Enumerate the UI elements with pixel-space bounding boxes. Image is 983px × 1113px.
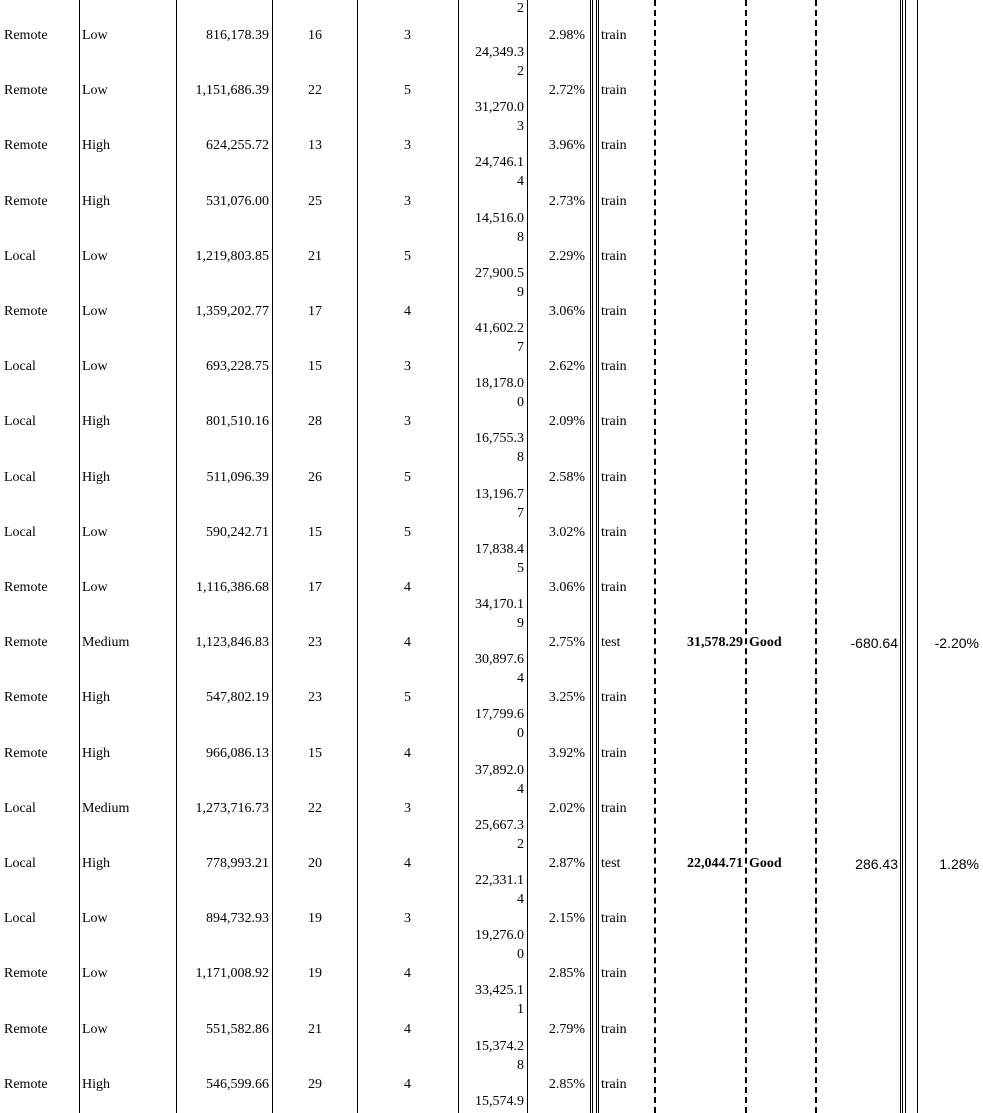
table-cell-count: 20	[308, 856, 322, 871]
table-cell-split: train	[601, 138, 627, 153]
table-cell-value-wrap: 2	[517, 837, 524, 852]
table-cell-priority: High	[82, 138, 110, 153]
table-cell-amount: 551,582.86	[206, 1022, 269, 1037]
table-cell-rating: 5	[404, 83, 411, 98]
column-divider	[654, 0, 656, 1113]
table-cell-priority: Low	[82, 966, 108, 981]
table-cell-value: 13,196.7	[475, 487, 524, 502]
table-cell-split: train	[601, 83, 627, 98]
table-cell-rating: 5	[404, 249, 411, 264]
table-cell-location: Local	[4, 525, 36, 540]
table-cell-amount: 590,242.71	[206, 525, 269, 540]
table-cell-location: Remote	[4, 746, 48, 761]
table-cell-amount: 894,732.93	[206, 911, 269, 926]
table-cell-count: 21	[308, 1022, 322, 1037]
table-cell-rate: 2.02%	[548, 801, 585, 816]
table-cell-rating: 4	[404, 1077, 411, 1092]
table-cell-rating: 5	[404, 690, 411, 705]
table-cell-value: 37,892.0	[475, 763, 524, 778]
table-cell-value: 24,349.3	[475, 45, 524, 60]
table-cell-rate: 2.73%	[548, 194, 585, 209]
table-cell-count: 22	[308, 801, 322, 816]
column-divider	[590, 0, 593, 1113]
table-cell-value-wrap: 7	[517, 506, 524, 521]
table-cell-amount: 546,599.66	[206, 1077, 269, 1092]
table-cell-priority: Low	[82, 1022, 108, 1037]
table-cell-value-wrap: 7	[517, 340, 524, 355]
table-cell-diff: 286.43	[855, 856, 898, 872]
table-cell-count: 21	[308, 249, 322, 264]
table-cell-split: train	[601, 801, 627, 816]
table-cell-amount: 778,993.21	[206, 856, 269, 871]
table-cell-split: train	[601, 470, 627, 485]
table-cell-value-wrap: 4	[517, 174, 524, 189]
table-cell-priority: Low	[82, 83, 108, 98]
table-cell-rate: 3.06%	[548, 580, 585, 595]
table-cell-rating: 4	[404, 635, 411, 650]
column-divider	[527, 0, 528, 1113]
table-cell-value: 25,667.3	[475, 818, 524, 833]
table-cell-value: 30,897.6	[475, 652, 524, 667]
table-cell-amount: 693,228.75	[206, 359, 269, 374]
table-cell-rate: 3.96%	[548, 138, 585, 153]
table-cell-value-wrap: 0	[517, 395, 524, 410]
column-divider	[79, 0, 80, 1113]
table-cell-rating: 3	[404, 801, 411, 816]
table-cell-location: Remote	[4, 580, 48, 595]
table-cell-value: 16,755.3	[475, 431, 524, 446]
table-cell-split: train	[601, 746, 627, 761]
table-cell-split: test	[601, 856, 621, 871]
table-cell-count: 15	[308, 525, 322, 540]
table-cell-amount: 547,802.19	[206, 690, 269, 705]
table-cell-rating: 5	[404, 525, 411, 540]
table-cell-split: train	[601, 414, 627, 429]
table-cell-value-wrap: 2	[517, 64, 524, 79]
table-cell-priority: Low	[82, 249, 108, 264]
table-cell-location: Remote	[4, 1077, 48, 1092]
table-cell-value-wrap: 5	[517, 561, 524, 576]
table-cell-split: train	[601, 28, 627, 43]
table-cell-rating: 3	[404, 359, 411, 374]
table-cell-split: train	[601, 966, 627, 981]
table-cell-value-wrap: 3	[517, 119, 524, 134]
table-cell-value: 41,602.2	[475, 321, 524, 336]
table-cell-rating: 4	[404, 1022, 411, 1037]
table-cell-location: Remote	[4, 28, 48, 43]
table-cell-location: Local	[4, 801, 36, 816]
table-cell-value-wrap: 4	[517, 892, 524, 907]
table-cell-split: test	[601, 635, 621, 650]
table-cell-count: 17	[308, 304, 322, 319]
table-cell-value-wrap: 8	[517, 230, 524, 245]
column-divider	[917, 0, 918, 1113]
table-cell-diff-pct: 1.28%	[939, 856, 979, 872]
column-divider	[900, 0, 903, 1113]
table-cell-value: 27,900.5	[475, 266, 524, 281]
table-cell-priority: Medium	[82, 801, 130, 816]
table-cell-location: Remote	[4, 83, 48, 98]
table-cell-rating: 3	[404, 911, 411, 926]
table-cell-grade: Good	[749, 856, 782, 871]
table-cell-location: Local	[4, 911, 36, 926]
table-cell-priority: High	[82, 1077, 110, 1092]
table-cell-amount: 531,076.00	[206, 194, 269, 209]
column-divider	[272, 0, 273, 1113]
table-cell-count: 22	[308, 83, 322, 98]
wrapped-value-fragment: 2	[517, 1, 524, 16]
table-cell-rating: 3	[404, 138, 411, 153]
table-cell-split: train	[601, 194, 627, 209]
table-cell-amount: 1,151,686.39	[195, 83, 269, 98]
table-cell-priority: Low	[82, 28, 108, 43]
table-cell-amount: 1,116,386.68	[196, 580, 269, 595]
table-cell-rate: 3.92%	[548, 746, 585, 761]
table-cell-priority: High	[82, 194, 110, 209]
table-cell-rate: 2.58%	[548, 470, 585, 485]
table-cell-amount: 966,086.13	[206, 746, 269, 761]
table-cell-rate: 3.02%	[548, 525, 585, 540]
table-cell-value-wrap: 9	[517, 285, 524, 300]
table-cell-split: train	[601, 304, 627, 319]
table-cell-rating: 4	[404, 966, 411, 981]
table-cell-priority: Low	[82, 911, 108, 926]
table-cell-amount: 511,096.39	[206, 470, 269, 485]
table-cell-value: 22,331.1	[475, 873, 524, 888]
table-cell-diff: -680.64	[850, 635, 898, 651]
table-cell-amount: 624,255.72	[206, 138, 269, 153]
column-divider	[905, 0, 906, 1113]
table-cell-count: 15	[308, 359, 322, 374]
table-cell-priority: Low	[82, 580, 108, 595]
table-cell-priority: High	[82, 414, 110, 429]
table-cell-priority: High	[82, 470, 110, 485]
table-cell-count: 19	[308, 966, 322, 981]
table-cell-rate: 2.98%	[548, 28, 585, 43]
table-cell-value: 15,374.2	[475, 1039, 524, 1054]
table-cell-amount: 816,178.39	[206, 28, 269, 43]
table-cell-location: Remote	[4, 690, 48, 705]
table-cell-location: Local	[4, 359, 36, 374]
table-cell-value: 34,170.1	[475, 597, 524, 612]
table-cell-value: 24,746.1	[475, 155, 524, 170]
table-cell-amount: 1,171,008.92	[195, 966, 269, 981]
table-cell-location: Remote	[4, 304, 48, 319]
table-cell-location: Remote	[4, 635, 48, 650]
table-cell-grade: Good	[749, 635, 782, 650]
table-cell-count: 28	[308, 414, 322, 429]
table-cell-count: 13	[308, 138, 322, 153]
table-cell-priority: Low	[82, 525, 108, 540]
table-cell-location: Remote	[4, 194, 48, 209]
table-cell-split: train	[601, 249, 627, 264]
table-cell-split: train	[601, 911, 627, 926]
table-cell-rating: 4	[404, 580, 411, 595]
column-divider	[815, 0, 817, 1113]
table-cell-rate: 2.09%	[548, 414, 585, 429]
table-cell-rate: 2.75%	[548, 635, 585, 650]
table-cell-rate: 2.15%	[548, 911, 585, 926]
table-cell-split: train	[601, 580, 627, 595]
table-cell-location: Local	[4, 856, 36, 871]
table-cell-location: Remote	[4, 138, 48, 153]
table-cell-rate: 3.25%	[548, 690, 585, 705]
table-cell-count: 25	[308, 194, 322, 209]
table-cell-count: 29	[308, 1077, 322, 1092]
table-cell-diff-pct: -2.20%	[934, 635, 979, 651]
table-cell-amount: 801,510.16	[206, 414, 269, 429]
table-cell-priority: High	[82, 856, 110, 871]
table-cell-value-wrap: 0	[517, 947, 524, 962]
table-cell-prediction: 31,578.29	[687, 635, 743, 650]
table-cell-value: 17,838.4	[475, 542, 524, 557]
table-cell-rate: 2.85%	[548, 1077, 585, 1092]
table-cell-rating: 3	[404, 414, 411, 429]
table-cell-priority: High	[82, 746, 110, 761]
table-cell-count: 23	[308, 635, 322, 650]
column-divider	[596, 0, 599, 1113]
table-cell-amount: 1,219,803.85	[195, 249, 269, 264]
table-cell-value: 17,799.6	[475, 707, 524, 722]
column-divider	[745, 0, 747, 1113]
table-cell-value-wrap: 4	[517, 782, 524, 797]
table-cell-value: 19,276.0	[475, 928, 524, 943]
table-cell-count: 23	[308, 690, 322, 705]
table-cell-priority: Medium	[82, 635, 130, 650]
table-cell-location: Local	[4, 249, 36, 264]
table-cell-value: 14,516.0	[475, 211, 524, 226]
table-cell-value-wrap: 8	[517, 450, 524, 465]
table-cell-rate: 2.62%	[548, 359, 585, 374]
table-cell-rating: 4	[404, 856, 411, 871]
table-cell-value-wrap: 4	[517, 671, 524, 686]
column-divider	[357, 0, 358, 1113]
table-cell-rate: 2.79%	[548, 1022, 585, 1037]
table-cell-value-wrap: 8	[517, 1058, 524, 1073]
table-cell-split: train	[601, 1022, 627, 1037]
column-divider	[458, 0, 459, 1113]
table-cell-value: 15,574.9	[475, 1094, 524, 1109]
table-cell-value: 18,178.0	[475, 376, 524, 391]
table-cell-count: 15	[308, 746, 322, 761]
table-cell-count: 17	[308, 580, 322, 595]
table-cell-rating: 4	[404, 304, 411, 319]
table-cell-amount: 1,273,716.73	[195, 801, 269, 816]
table-cell-rating: 4	[404, 746, 411, 761]
table-cell-priority: Low	[82, 359, 108, 374]
table-cell-split: train	[601, 690, 627, 705]
table-cell-split: train	[601, 1077, 627, 1092]
table-cell-rating: 5	[404, 470, 411, 485]
table-cell-count: 26	[308, 470, 322, 485]
table-cell-location: Local	[4, 414, 36, 429]
table-cell-count: 19	[308, 911, 322, 926]
table-cell-value: 33,425.1	[475, 983, 524, 998]
table-cell-location: Local	[4, 470, 36, 485]
table-cell-rating: 3	[404, 194, 411, 209]
table-cell-rating: 3	[404, 28, 411, 43]
table-cell-rate: 2.85%	[548, 966, 585, 981]
table-cell-rate: 2.72%	[548, 83, 585, 98]
table-cell-rate: 2.87%	[548, 856, 585, 871]
table-cell-priority: High	[82, 690, 110, 705]
table-cell-count: 16	[308, 28, 322, 43]
table-cell-prediction: 22,044.71	[687, 856, 743, 871]
table-cell-value-wrap: 9	[517, 616, 524, 631]
table-cell-value-wrap: 1	[517, 1002, 524, 1017]
column-divider	[176, 0, 177, 1113]
table-cell-location: Remote	[4, 966, 48, 981]
table-cell-amount: 1,359,202.77	[195, 304, 269, 319]
table-cell-location: Remote	[4, 1022, 48, 1037]
table-cell-split: train	[601, 359, 627, 374]
table-cell-value: 31,270.0	[475, 100, 524, 115]
table-cell-split: train	[601, 525, 627, 540]
table-cell-priority: Low	[82, 304, 108, 319]
table-cell-amount: 1,123,846.83	[195, 635, 269, 650]
table-cell-rate: 3.06%	[548, 304, 585, 319]
table-cell-value-wrap: 0	[517, 726, 524, 741]
table-cell-rate: 2.29%	[548, 249, 585, 264]
